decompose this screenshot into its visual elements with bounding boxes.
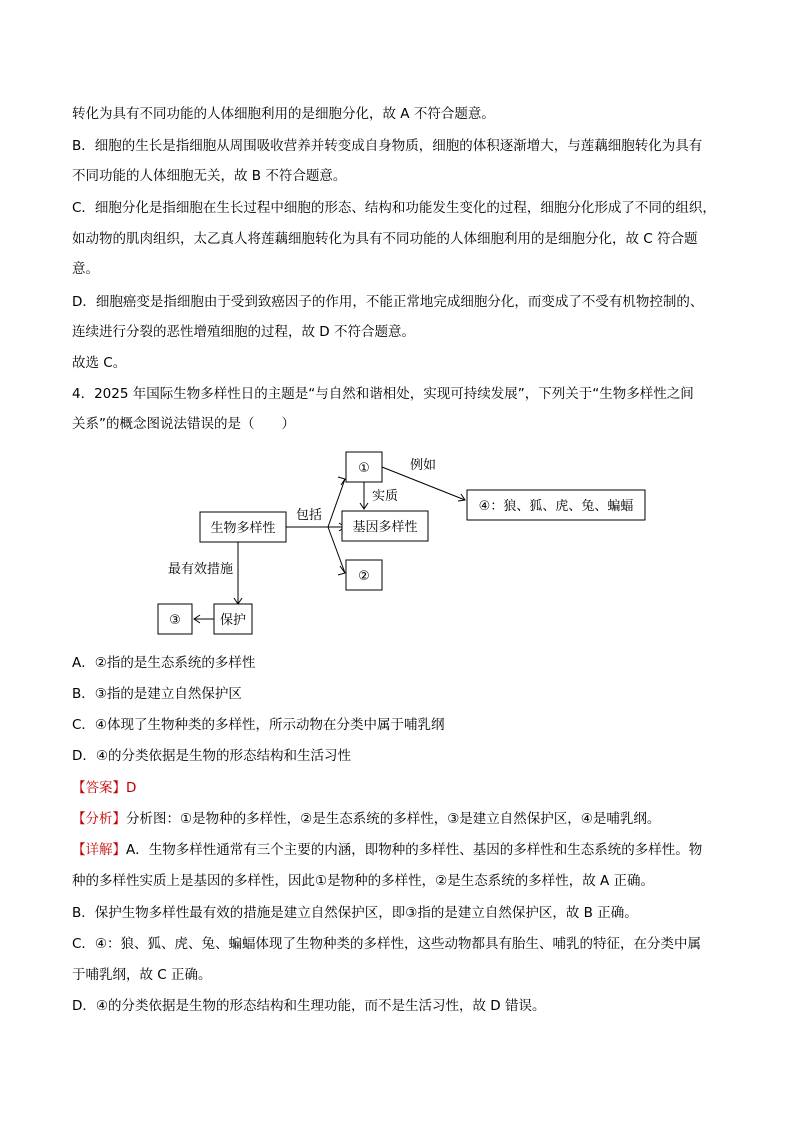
text-line: 转化为具有不同功能的人体细胞利用的是细胞分化，故 A 不符合题意。 xyxy=(72,106,495,122)
text-line: B．细胞的生长是指细胞从周围吸收营养并转变成自身物质，细胞的体积逐渐增大，与莲藕细胞转化为具有 xyxy=(72,138,703,154)
text-line: 连续进行分裂的恶性增殖细胞的过程，故 D 不符合题意。 xyxy=(72,324,415,340)
diagram-label-example: 例如 xyxy=(410,458,437,473)
analysis-tag: 【分析】 xyxy=(72,811,126,827)
question-stem: 4．2025 年国际生物多样性日的主题是“与自然和谐相处，实现可持续发展”，下列关于“生物多样性之间 xyxy=(72,386,694,402)
diagram-label-1: ① xyxy=(358,461,370,476)
text-line: D．细胞癌变是指细胞由于受到致癌因子的作用，不能正常地完成细胞分化，而变成了不受有机物控制的、 xyxy=(72,294,704,310)
text-line: C．细胞分化是指细胞在生长过程中细胞的形态、结构和功能发生变化的过程，细胞分化形成了不同的组织， xyxy=(72,200,716,216)
detail-line: B．保护生物多样性最有效的措施是建立自然保护区，即③指的是建立自然保护区，故 B 正确。 xyxy=(72,905,638,921)
diagram-label-include: 包括 xyxy=(296,508,323,523)
diagram-label-3: ③ xyxy=(169,613,181,628)
option-d: D．④的分类依据是生物的形态结构和生活习性 xyxy=(72,748,351,764)
text-line: 不同功能的人体细胞无关，故 B 不符合题意。 xyxy=(72,168,347,184)
option-a: A．②指的是生态系统的多样性 xyxy=(72,655,256,671)
detail-line: D．④的分类依据是生物的形态结构和生理功能，而不是生活习性，故 D 错误。 xyxy=(72,998,546,1014)
diagram-label-gene: 基因多样性 xyxy=(352,520,418,535)
diagram-label-measure: 最有效措施 xyxy=(168,562,234,577)
question-stem: 关系”的概念图说法错误的是（ ） xyxy=(72,416,295,432)
diagram-label-protect: 保护 xyxy=(219,613,247,628)
arrow-head xyxy=(338,477,345,485)
concept-diagram xyxy=(150,446,650,638)
text-line: 故选 C。 xyxy=(72,355,127,371)
answer-line xyxy=(72,778,136,798)
analysis-text: 分析图：①是物种的多样性，②是生态系统的多样性，③是建立自然保护区，④是哺乳纲。 xyxy=(126,811,661,827)
option-c: C．④体现了生物种类的多样性，所示动物在分类中属于哺乳纲 xyxy=(72,717,445,733)
text-line: 意。 xyxy=(72,261,99,277)
diagram-label-main: 生物多样性 xyxy=(210,521,276,536)
answer-tag: 【答案】 xyxy=(72,780,126,796)
answer-value: D xyxy=(126,780,137,796)
diagram-label-2: ② xyxy=(358,569,370,584)
option-b: B．③指的是建立自然保护区 xyxy=(72,686,242,702)
detail-line: C．④：狼、狐、虎、兔、蝙蝠体现了生物种类的多样性，这些动物都具有胎生、哺乳的特征，在分类中属 xyxy=(72,936,702,952)
detail-line: 于哺乳纲，故 C 正确。 xyxy=(72,967,212,983)
detail-text: A．生物多样性通常有三个主要的内涵，即物种的多样性、基因的多样性和生态系统的多样性。物 xyxy=(126,842,703,858)
detail-tag: 【详解】 xyxy=(72,842,126,858)
analysis-line xyxy=(72,809,660,829)
diagram-label-4: ④：狼、狐、虎、兔、蝙蝠 xyxy=(478,499,634,514)
diagram-label-essence: 实质 xyxy=(372,489,399,504)
detail-line: 种的多样性实质上是基因的多样性，因此①是物种的多样性，②是生态系统的多样性，故 A 正确。 xyxy=(72,873,655,889)
detail-line xyxy=(72,840,702,860)
text-line: 如动物的肌肉组织，太乙真人将莲藕细胞转化为具有不同功能的人体细胞利用的是细胞分化，故 C 符合题 xyxy=(72,231,698,247)
